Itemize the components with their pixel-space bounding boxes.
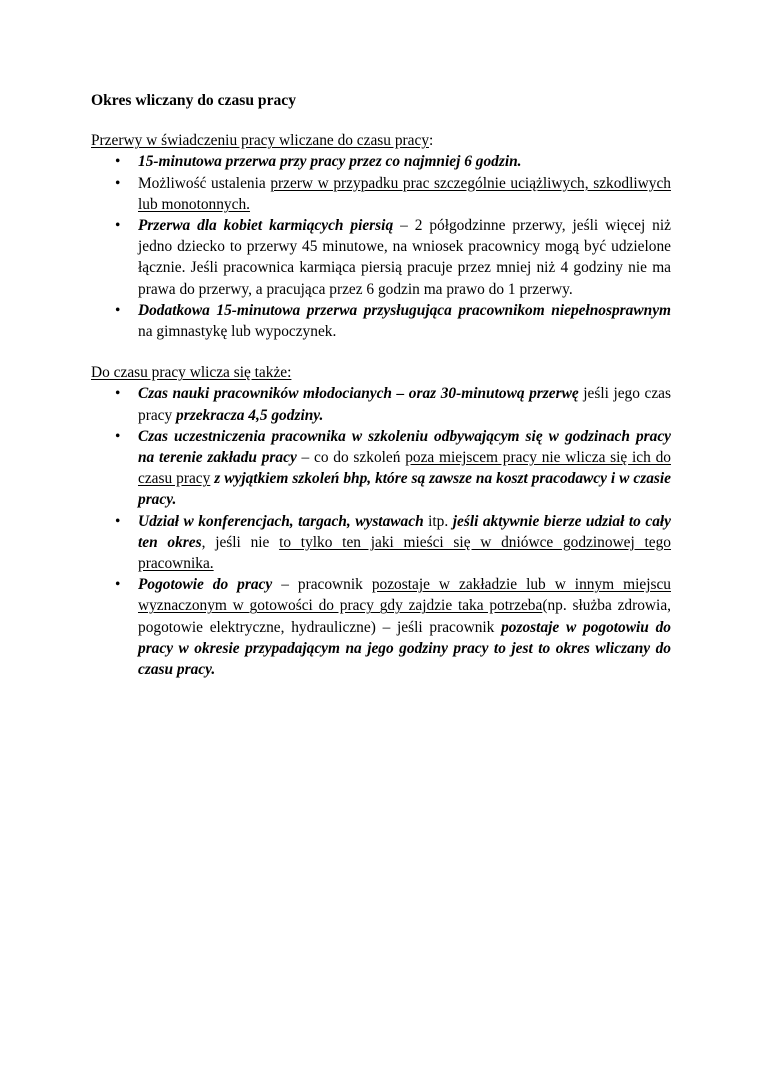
section-2-heading: Do czasu pracy wlicza się także: [91,364,292,382]
section-2-item-1 [91,383,671,425]
item-text: , jeśli nie [201,533,280,551]
item-text: na gimnastykę lub wypoczynek. [138,323,337,341]
item-text: jeśli jego czas pracy [138,385,671,424]
section-1-heading-text: Przerwy w świadczeniu pracy wliczane do czasu pracy [91,132,430,150]
item-text: Możliwość ustalenia [138,174,271,192]
item-underlined: pozostaje w zakładzie lub w innym miejscu wyznaczonym w gotowości do pracy gdy zajdzie taka potrzeba [138,576,671,615]
item-emphasis: pozostaje w pogotowiu do pracy w okresie przypadającym na jego godziny pracy to jest to okres wliczany do czasu pracy. [138,618,671,679]
item-emphasis: Czas nauki pracowników młodocianych – oraz 30-minutową przerwę [138,385,579,403]
item-emphasis: Przerwa dla kobiet karmiących piersią [138,217,394,235]
item-emphasis: przekracza 4,5 godziny. [176,406,324,424]
section-1-item-2 [91,173,671,215]
item-emphasis: Dodatkowa 15-minutowa przerwa przysługująca pracownikom niepełnosprawnym [138,301,671,319]
section-1-item-3 [91,215,671,300]
section-1-heading [91,130,671,151]
item-text: – pracownik [272,576,372,594]
item-emphasis: Pogotowie do pracy [138,576,273,594]
item-underlined: to tylko ten jaki mieści się w dniówce godzinowej tego pracownika. [138,533,672,573]
section-1-list [91,151,671,342]
section-2-item-3 [91,511,671,575]
item-text: itp. [423,512,453,530]
item-underlined: poza miejscem pracy nie wlicza się ich do czasu pracy [138,449,671,488]
item-text: – 2 półgodzinne przerwy, jeśli więcej niż jedno dziecko to przerwy 45 minutowe, na wniosek pracownicy mogą być udzielone łącznie. Jeśli pracownica karmiąca piersią pracuje przez mniej niż 4 godziny nie ma prawa do przerwy, a pracująca przez 6 godzin ma prawo do 1 przerwy. [138,217,671,298]
item-text: (np. służba zdrowia, pogotowie elektryczne, hydrauliczne) – jeśli pracownik [138,597,671,636]
item-emphasis: 15-minutowa przerwa przy pracy przez co najmniej 6 godzin. [138,153,522,171]
section-2-item-4 [91,574,671,680]
document-title: Okres wliczany do czasu pracy [91,92,297,109]
item-emphasis: Czas uczestniczenia pracownika w szkoleniu odbywającym się w godzinach pracy na terenie zakładu pracy [138,427,671,467]
section-1-item-4 [91,300,671,342]
item-emphasis: jeśli aktywnie bierze udział to cały ten okres [138,512,671,551]
section-2-item-2 [91,426,671,511]
paragraph-gap [91,342,671,362]
item-text: – co do szkoleń [296,449,406,467]
item-emphasis: z wyjątkiem szkoleń bhp, które są zawsze na koszt pracodawcy i w czasie pracy. [138,470,671,509]
item-underlined: przerw w przypadku prac szczególnie uciążliwych, szkodliwych lub monotonnych. [138,174,671,213]
section-1-item-1 [91,151,671,172]
item-emphasis: Udział w konferencjach, targach, wystawach [138,512,424,530]
document-body [91,90,671,680]
section-2-list [91,383,671,680]
section-1-heading-colon: : [429,132,434,150]
